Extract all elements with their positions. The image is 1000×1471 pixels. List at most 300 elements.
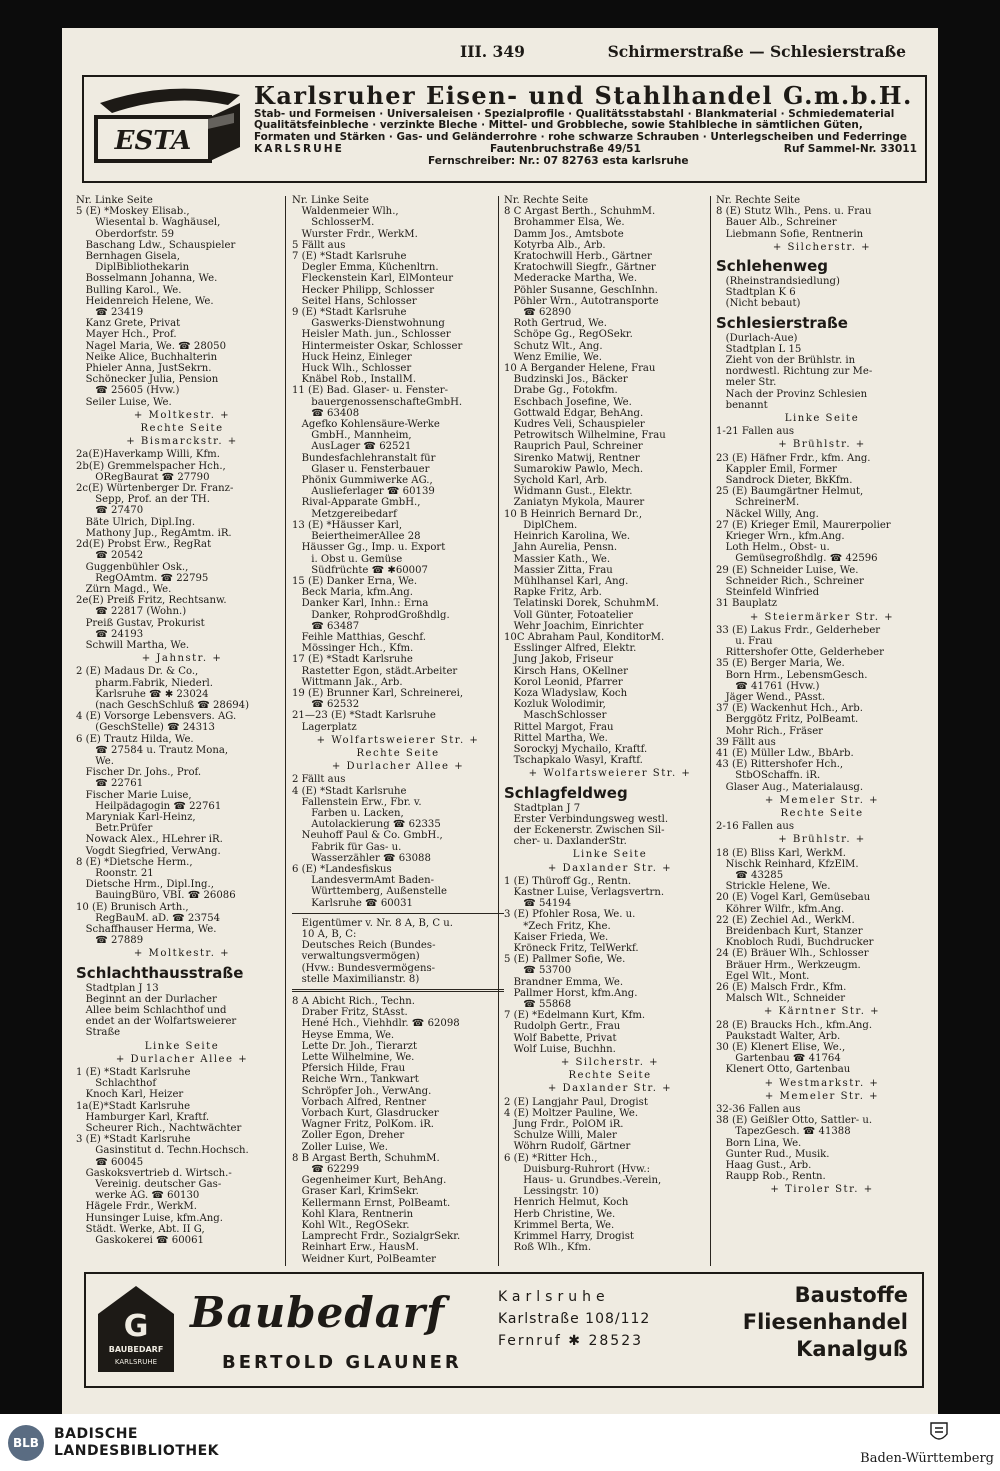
section-marker: + Memeler Str. + [764,1090,880,1102]
directory-entry: Koza Wladyslaw, Koch [504,687,628,699]
directory-entry: ☎ 22761 [76,778,144,790]
directory-entry: Mössinger Hch., Kfm. [292,643,414,655]
street-heading: Schlagfeldweg [504,783,628,802]
directory-entry: Schwill Martha, We. [76,639,190,651]
directory-entry: 2-16 Fallen aus [716,821,795,833]
directory-entry: Herb Christine, We. [504,1208,616,1220]
directory-entry: Zoller Egon, Dreher [292,1130,405,1142]
directory-entry: Glaser u. Fensterbauer [292,463,430,475]
directory-entry: Wiesental b. Waghäusel, [76,217,221,229]
directory-entry: Wittmann Jak., Arb. [292,676,403,688]
directory-entry: i. Obst u. Gemüse [292,553,403,565]
directory-entry: Wenz Emilie, We. [504,351,602,363]
section-marker: Linke Seite [144,1040,220,1052]
directory-entry: der Eckenerstr. Zwischen Sil- [504,824,665,836]
directory-entry: Egel Wlt., Mont. [716,970,810,982]
directory-entry: Rapke Fritz, Arb. [504,587,602,599]
company-telex: Fernschreiber: Nr.: 07 82763 esta karlsruhe [428,155,689,168]
directory-entry: Rittershofer Otte, Gelderheber [716,647,884,659]
directory-entry: Schlachthof [76,1078,157,1090]
section-rule [292,913,504,914]
directory-entry: Nach der Provinz Schlesien [716,388,868,400]
directory-entry: Lette Wilhelmine, We. [292,1052,415,1064]
telex-row [254,155,917,167]
section-marker: + Durlacher Allee + [331,761,465,773]
directory-entry: Kirsch Hans, OKellner [504,665,628,677]
directory-entry: Auslieferlager ☎ 60139 [292,486,435,498]
directory-entry: Nr. Linke Seite [76,195,153,206]
directory-entry: 4 (E) *Stadt Karlsruhe [292,785,407,797]
directory-entry: ☎ 55868 [504,999,572,1011]
directory-entry: Württemberg, Außenstelle [292,886,447,898]
directory-entry: 4 (E) Moltzer Pauline, We. [504,1107,639,1119]
directory-entry: 8 (E) *Dietsche Herm., [76,856,193,868]
directory-entry: Stadtplan K 6 [716,287,796,299]
directory-entry: 2e(E) Preiß Fritz, Rechtsanw. [76,595,227,607]
section-marker: + Memeler Str. + [764,794,880,806]
directory-entry: Sorockyj Mychailo, Kraftf. [504,743,648,755]
directory-entry: Rudolph Gertr., Frau [504,1021,621,1033]
section-marker: Rechte Seite [356,747,440,759]
directory-entry: 13 (E) *Häusser Karl, [292,519,403,531]
directory-entry: Erster Verbindungsweg westl. [504,813,669,825]
directory-entry: werke AG. ☎ 60130 [76,1190,200,1202]
directory-entry: Guggenbühler Osk., [76,561,189,573]
directory-entry: 37 (E) Wackenhut Hch., Arb. [716,703,863,715]
directory-entry: Knäbel Rob., InstallM. [292,374,417,386]
section-marker: + Daxlander Str. + [547,1083,673,1095]
section-marker: + Silcherstr. + [560,1057,660,1069]
directory-entry: Autolackierung ☎ 62335 [292,819,441,831]
directory-entry: Karlsruhe ☎ ✱ 23024 [76,688,209,700]
directory-entry: Rittel Martha, We. [504,732,608,744]
esta-logo-text: ESTA [114,126,192,156]
product-2: Fliesenhandel [742,1310,908,1334]
section-marker: Rechte Seite [568,1070,652,1082]
directory-entry: 3 (E) Pfohler Rosa, We. u. [504,909,636,921]
directory-entry: meler Str. [716,377,777,389]
directory-entry: Kratochwill Herb., Gärtner [504,251,652,263]
directory-entry: Kellermann Ernst, PolBeamt. [292,1197,451,1209]
directory-entry: 6 (E) *Ritter Hch., [504,1152,598,1164]
directory-entry: ☎ 22817 (Wohn.) [76,606,187,618]
column-3 [504,195,716,1253]
directory-entry: (Hvw.: Bundesvermögens- [292,962,436,974]
directory-entry: Korol Leonid, Pfarrer [504,676,623,688]
page-number: III. 349 [460,42,525,61]
directory-entry: Fleckenstein Karl, ElMonteur [292,273,454,285]
directory-entry: Bundesfachlehranstalt für [292,452,436,464]
running-header [62,42,938,64]
directory-entry: Zaniatyn Mykola, Maurer [504,497,645,509]
directory-entry: 25 (E) Baumgärtner Helmut, [716,486,864,498]
directory-entry: 29 (E) Schneider Luise, We. [716,564,859,576]
directory-entry: ☎ 27584 u. Trautz Mona, [76,744,229,756]
directory-entry: Rival-Apparate GmbH., [292,497,421,509]
directory-entry: Schöpe Gg., RegOSekr. [504,329,633,341]
directory-entry: Steinfeld Winfried [716,587,820,599]
directory-entry: Rittel Margot, Frau [504,721,614,733]
directory-entry: Sirenko Matwij, Rentner [504,452,640,464]
section-marker: + Moltkestr. + [133,948,231,960]
brand-name: Baubedarf [190,1288,446,1337]
directory-entry: Haus- u. Grundbes.-Verein, [504,1175,662,1187]
directory-entry: Zieht von der Brühlstr. in [716,355,856,367]
directory-entry: Zürn Magd., We. [76,583,172,595]
directory-entry: ☎ 62299 [292,1164,360,1176]
section-rule [292,989,504,992]
directory-entry: 6 (E) Trautz Hilda, We. [76,733,194,745]
directory-entry: Jung Jakob, Friseur [504,654,614,666]
directory-entry: Henrich Helmut, Koch [504,1197,629,1209]
directory-entry: 8 (E) Stutz Wlh., Pens. u. Frau [716,206,872,218]
directory-entry: GmbH., Mannheim, [292,430,412,442]
directory-entry: RegBauM. aD. ☎ 23754 [76,912,221,924]
directory-entry: Gartenbau ☎ 41764 [716,1053,841,1065]
directory-entry: Heidenreich Helene, We. [76,295,214,307]
directory-entry: 10C Abraham Paul, KonditorM. [504,631,665,643]
directory-entry: endet an der Wolfartsweierer [76,1016,237,1028]
directory-entry: Eigentümer v. Nr. 8 A, B, C u. [292,917,453,929]
directory-entry: 10 A, B, C: [292,929,357,940]
ad-phone: Fernruf ✱ 28523 [498,1333,644,1349]
directory-entry: StbOSchaffn. iR. [716,770,821,782]
directory-entry: Knobloch Rudi, Buchdrucker [716,937,874,949]
directory-entry: Nr. Rechte Seite [716,195,801,206]
directory-entry: Neike Alice, Buchhalterin [76,351,218,363]
directory-entry: Feihle Matthias, Geschf. [292,631,426,643]
directory-entry: Massier Kath., We. [504,553,611,565]
directory-entry: Allee beim Schlachthof und [76,1005,227,1017]
directory-entry: Draber Fritz, StAsst. [292,1007,408,1019]
directory-entry: Duisburg-Ruhrort (Hvw.: [504,1163,650,1175]
directory-entry: Preiß Gustav, Prokurist [76,617,205,629]
directory-entry: TapezGesch. ☎ 41388 [716,1126,851,1138]
directory-entry: Gunter Rud., Musik. [716,1148,830,1160]
directory-entry: Scheurer Rich., Nachtwächter [76,1123,242,1135]
library-name [54,1426,219,1460]
directory-entry: Zoller Luise, We. [292,1141,388,1153]
directory-entry: 26 (E) Malsch Frdr., Kfm. [716,982,847,993]
directory-entry: Kanz Grete, Privat [76,318,181,330]
directory-entry: Born Lina, We. [716,1137,802,1149]
directory-entry: 28 (E) Braucks Hch., kfm.Ang. [716,1019,873,1031]
owner-name: BERTOLD GLAUNER [222,1352,462,1373]
directory-entry: Roonstr. 21 [76,867,154,879]
region-label: Baden-Württemberg [860,1451,994,1466]
directory-entry: Nagel Maria, We. ☎ 28050 [76,340,227,352]
directory-entry: Betr.Prüfer [76,823,153,835]
directory-entry: Tschapkalo Wasyl, Kraftf. [504,755,643,767]
directory-entry: Drabe Gg., Fotokfm. [504,385,618,397]
directory-entry: Krieger Wrn., kfm.Ang. [716,531,845,543]
directory-entry: 6 (E) *Landesfiskus [292,863,392,875]
directory-entry: Esslinger Alfred, Elektr. [504,643,637,655]
directory-entry: Strickle Helene, We. [716,881,831,893]
directory-entry: Kratochwill Siegfr., Gärtner [504,262,656,274]
directory-entry: Roth Gertrud, We. [504,318,607,330]
directory-entry: Mathony Jup., RegAmtm. iR. [76,527,232,539]
blb-badge: BLB [8,1425,44,1461]
directory-entry: 43 (E) Rittershofer Hch., [716,759,844,771]
directory-entry: Knoch Karl, Heizer [76,1089,184,1101]
directory-entry: Näckel Willy, Ang. [716,508,819,520]
directory-entry: 20 (E) Vogel Karl, Gemüsebau [716,892,871,904]
directory-entry: BauingBüro, VBI. ☎ 26086 [76,890,236,902]
directory-entry: Heilpädagogin ☎ 22761 [76,800,222,812]
directory-entry: Sychold Karl, Arb. [504,475,608,487]
directory-entry: Budzinski Jos., Bäcker [504,374,628,386]
directory-entry: Beginnt an der Durlacher [76,993,217,1005]
directory-entry: Mühlhansel Karl, Ang. [504,575,629,587]
directory-entry: 7 (E) *Stadt Karlsruhe [292,251,407,263]
directory-entry: bauergenossenschafteGmbH. [292,396,463,408]
directory-entry: Huck Heinz, Einleger [292,351,412,363]
directory-entry: Roß Wlh., Kfm. [504,1242,592,1254]
directory-entry: Krimmel Harry, Drogist [504,1231,634,1243]
section-marker: Rechte Seite [140,423,224,435]
directory-entry: Hené Hch., Viehhdlr. ☎ 62098 [292,1018,460,1030]
directory-entry: Eschbach Josefine, We. [504,396,632,408]
directory-entry: ☎ 60045 [76,1156,144,1168]
product-line-1: Stab- und Formeisen · Universaleisen · Spezialprofile · Qualitätsstabstahl · Blankmaterial · Schmiedematerial [254,108,895,120]
street-heading: Schlehenweg [716,257,828,276]
directory-entry: ☎ 43285 [716,869,784,881]
directory-entry: 5 (E) *Moskey Elisab., [76,206,190,218]
baubedarf-logo [96,1284,176,1374]
directory-entry: 38 (E) Geißler Otto, Sattler- u. [716,1115,873,1127]
directory-entry: Gottwald Edgar, BehAng. [504,407,644,419]
directory-entry: *Zech Fritz, Khe. [504,920,611,932]
directory-entry: Agefko Kohlensäure-Werke [292,419,440,431]
library-line-1: BADISCHE [54,1426,138,1442]
directory-entry: SchreinerM. [716,497,800,509]
directory-entry: RegOAmtm. ☎ 22795 [76,572,209,584]
directory-entry: Waldenmeier Wlh., [292,206,399,218]
directory-entry: Hintermeister Oskar, Schlosser [292,340,463,352]
directory-entry: Bosselmann Johanna, We. [76,273,218,285]
product-line-2: Qualitätsfeinbleche · verzinkte Bleche · Mittel- und Grobbleche, sowie Stahlbleche in sämtlichen Güten, [254,119,863,132]
directory-entry: Liebmann Sofie, Rentnerin [716,228,864,240]
directory-entry: Glaser Aug., Materialausg. [716,781,864,793]
directory-entry: 1a(E)*Stadt Karlsruhe [76,1100,191,1112]
directory-entry: Hägele Frdr., WerkM. [76,1201,197,1213]
directory-entry: Brohammer Elsa, We. [504,217,625,229]
directory-entry: ☎ 27470 [76,505,144,517]
directory-entry: Rauprich Paul, Schreiner [504,441,643,453]
directory-entry: nordwestl. Richtung zur Me- [716,366,873,378]
directory-entry: Köhrer Wilfr., kfm.Ang. [716,903,845,915]
directory-entry: Kappler Emil, Former [716,463,837,475]
directory-entry: Kaiser Frieda, We. [504,931,609,943]
directory-entry: 9 (E) *Stadt Karlsruhe [292,307,407,319]
directory-entry: 7 (E) *Edelmann Kurt, Kfm. [504,1010,646,1022]
directory-entry: 3 (E) *Stadt Karlsruhe [76,1134,191,1146]
section-marker: + Brühlstr. + [778,834,866,846]
directory-entry: Huck Wlh., Schlosser [292,363,412,375]
directory-entry: Dietsche Hrm., Dipl.Ing., [76,879,214,891]
directory-entry: Karlsruhe ☎ 60031 [292,897,413,909]
directory-entry: Haag Gust., Arb. [716,1160,812,1172]
directory-entry: 1 (E) *Stadt Karlsruhe [76,1067,191,1079]
directory-entry: 33 (E) Lakus Frdr., Gelderheber [716,624,881,636]
section-marker: + Daxlander Str. + [547,862,673,874]
directory-entry: (nach GeschSchluß ☎ 28694) [76,699,250,711]
section-marker: + Jahnstr. + [141,653,223,665]
directory-entry: Fischer Dr. Johs., Prof. [76,767,202,779]
directory-entry: Straße [76,1027,121,1039]
directory-entry: 8 C Argast Berth., SchuhmM. [504,206,656,218]
directory-entry: Gaswerks-Dienstwohnung [292,318,445,330]
directory-entry: (GeschStelle) ☎ 24313 [76,722,215,734]
directory-entry: Heinrich Karolina, We. [504,531,631,543]
directory-entry: pharm.Fabrik, Niederl. [76,677,213,689]
directory-entry: Sumarokiw Pawlo, Mech. [504,463,644,475]
directory-entry: Widmann Gust., Elektr. [504,486,633,498]
directory-entry: Pallmer Horst, kfm.Ang. [504,987,638,999]
directory-entry: Lamprecht Frdr., SozialgrSekr. [292,1231,461,1243]
directory-entry: MaschSchlosser [504,710,607,722]
directory-entry: Graser Karl, KrimSekr. [292,1186,419,1198]
directory-entry: 8 B Argast Berth, SchuhmM. [292,1152,440,1164]
directory-entry: Malsch Wlt., Schneider [716,993,846,1005]
directory-entry: Heyse Emma, We. [292,1029,395,1041]
directory-entry: Wolf Luise, Buchhn. [504,1043,616,1055]
directory-entry: Fischer Marie Luise, [76,789,192,801]
directory-entry: ORegBaurat ☎ 27790 [76,471,210,483]
directory-entry: 31 Bauplatz [716,598,778,610]
directory-entry: Nr. Linke Seite [292,195,369,206]
section-marker: + Bismarckstr. + [126,436,238,448]
directory-entry: Städt. Werke, Abt. II G, [76,1223,205,1235]
directory-entry: Klenert Otto, Gartenbau [716,1064,851,1076]
directory-entry: 39 Fällt aus [716,736,776,748]
running-title: Schirmerstraße — Schlesierstraße [607,42,906,61]
directory-entry: Wehr Joachim, Einrichter [504,620,644,632]
directory-entry: ☎ 62890 [504,307,572,319]
directory-entry: ☎ 63487 [292,620,360,632]
directory-entry: ☎ 63408 [292,407,360,419]
section-marker: Linke Seite [572,849,648,861]
directory-entry: ☎ 27889 [76,935,144,947]
directory-entry: Lessingstr. 10) [504,1186,599,1198]
directory-entry: (Rheinstrandsiedlung) [716,276,840,288]
company-name: Karlsruher Eisen- und Stahlhandel G.m.b.H. [254,81,913,110]
directory-entry: Degler Emma, Küchenltrn. [292,262,439,274]
directory-entry: SchlosserM. [292,217,375,229]
directory-entry: Nischk Reinhard, KfzElM. [716,858,859,870]
section-marker: + Kärntner Str. + [763,1006,881,1018]
directory-entry: Kohl Klara, Rentnerin [292,1208,414,1220]
directory-entry: Baschang Ldw., Schauspieler [76,239,236,251]
directory-entry: 2b(E) Gremmelspacher Hch., [76,460,226,472]
directory-entry: Vorbach Kurt, Glasdrucker [292,1108,439,1120]
directory-entry: benannt [716,399,768,411]
directory-entry: Lagerplatz [292,721,357,733]
directory-entry: AusLager ☎ 62521 [292,441,412,453]
directory-entry: 2 (E) Langjahr Paul, Drogist [504,1096,648,1108]
directory-entry: 10 A Bergander Helene, Frau [504,363,656,375]
directory-entry: cher- u. DaxlanderStr. [504,836,627,848]
directory-entry: Stadtplan J 13 [76,982,159,994]
directory-entry: Neuhoff Paul & Co. GmbH., [292,830,443,842]
directory-entry: Bauer Alb., Schreiner [716,217,837,229]
column-divider [710,196,711,1266]
logo-letter: G [123,1309,149,1344]
directory-entry: Krimmel Berta, We. [504,1219,615,1231]
directory-entry: Bäte Ulrich, Dipl.Ing. [76,516,196,528]
section-marker: + Tiroler Str. + [770,1184,874,1196]
directory-entry: We. [76,755,114,767]
directory-entry: Reiche Wrn., Tankwart [292,1074,419,1086]
directory-entry: Schutz Wlt., Ang. [504,340,603,352]
section-marker: + Durlacher Allee + [115,1053,249,1065]
directory-entry: 19 (E) Brunner Karl, Schreinerei, [292,687,464,699]
directory-entry: Kastner Luise, Verlagsvertrn. [504,886,665,898]
directory-entry: 2c(E) Würtenberger Dr. Franz- [76,483,234,495]
company-phone: Ruf Sammel-Nr. 33011 [783,143,917,156]
directory-entry: Rastetter Egon, städt.Arbeiter [292,665,458,677]
section-marker: + Brühlstr. + [778,439,866,451]
directory-entry: Kozluk Wolodimir, [504,699,606,711]
directory-entry: Südfrüchte ☎ ✱60007 [292,564,428,576]
directory-entry: Metzgereibedarf [292,508,397,520]
directory-entry: Pöhler Susanne, GeschInhn. [504,284,658,296]
directory-entry: Farben u. Lacken, [292,807,404,819]
directory-entry: Hunsinger Luise, kfm.Ang. [76,1212,223,1224]
directory-entry: Schulze Willi, Maler [504,1130,617,1142]
directory-entry: stelle Maximilianstr. 8) [292,973,420,985]
ad-city: Karlsruhe [498,1289,610,1305]
directory-entry: Gaskoksvertrieb d. Wirtsch.- [76,1167,232,1179]
directory-entry: 24 (E) Bräuer Wlh., Schlosser [716,948,869,960]
directory-entry: ☎ 53700 [504,965,572,977]
ad-address [498,1286,650,1352]
directory-entry: Danker, RohprodGroßhdlg. [292,609,450,621]
directory-entry: Schaffhauser Herma, We. [76,924,217,935]
section-marker: + Westmarkstr. + [764,1077,880,1089]
directory-entry: Bräuer Hrm., Werkzeugm. [716,959,861,971]
directory-entry: ☎ 24193 [76,628,144,640]
directory-entry: Kotyrba Alb., Arb. [504,239,606,251]
directory-entry: 2a(E)Haverkamp Willi, Kfm. [76,449,220,461]
coat-of-arms-icon [930,1420,948,1444]
directory-entry: Schönecker Julia, Pension [76,374,219,386]
directory-page [62,28,938,1414]
directory-entry: Pfersich Hilde, Frau [292,1063,406,1075]
directory-entry: Bulling Karol., We. [76,284,182,296]
directory-entry: Pöhler Wrn., Autotransporte [504,295,659,307]
directory-entry: Wurster Frdr., WerkM. [292,228,418,240]
product-3: Kanalguß [796,1337,908,1361]
directory-entry: Danker Karl, Inhn.: Erna [292,598,429,610]
directory-entry: Paukstadt Walter, Arb. [716,1030,841,1042]
baubedarf-advertisement [84,1272,924,1388]
directory-entry: Nowack Alex., HLehrer iR. [76,834,223,846]
column-2 [292,195,504,1265]
directory-entry: DiplBibliothekarin [76,262,190,274]
directory-entry: Seitel Hans, Schlosser [292,295,417,307]
directory-entry: Loth Helm., Obst- u. [716,542,830,554]
directory-entry: Heisler Math. jun., Schlosser [292,329,451,341]
directory-entry: Phieler Anna, JustSekrn. [76,363,212,375]
directory-entry: Raupp Rob., Rentn. [716,1171,826,1183]
library-footer [0,1414,1000,1471]
directory-entry: Stadtplan L 15 [716,343,802,355]
directory-entry: 23 (E) Häfner Frdr., kfm. Ang. [716,452,871,464]
directory-entry: Mohr Rich., Fräser [716,725,824,737]
directory-entry: 27 (E) Krieger Emil, Maurerpolier [716,519,891,531]
